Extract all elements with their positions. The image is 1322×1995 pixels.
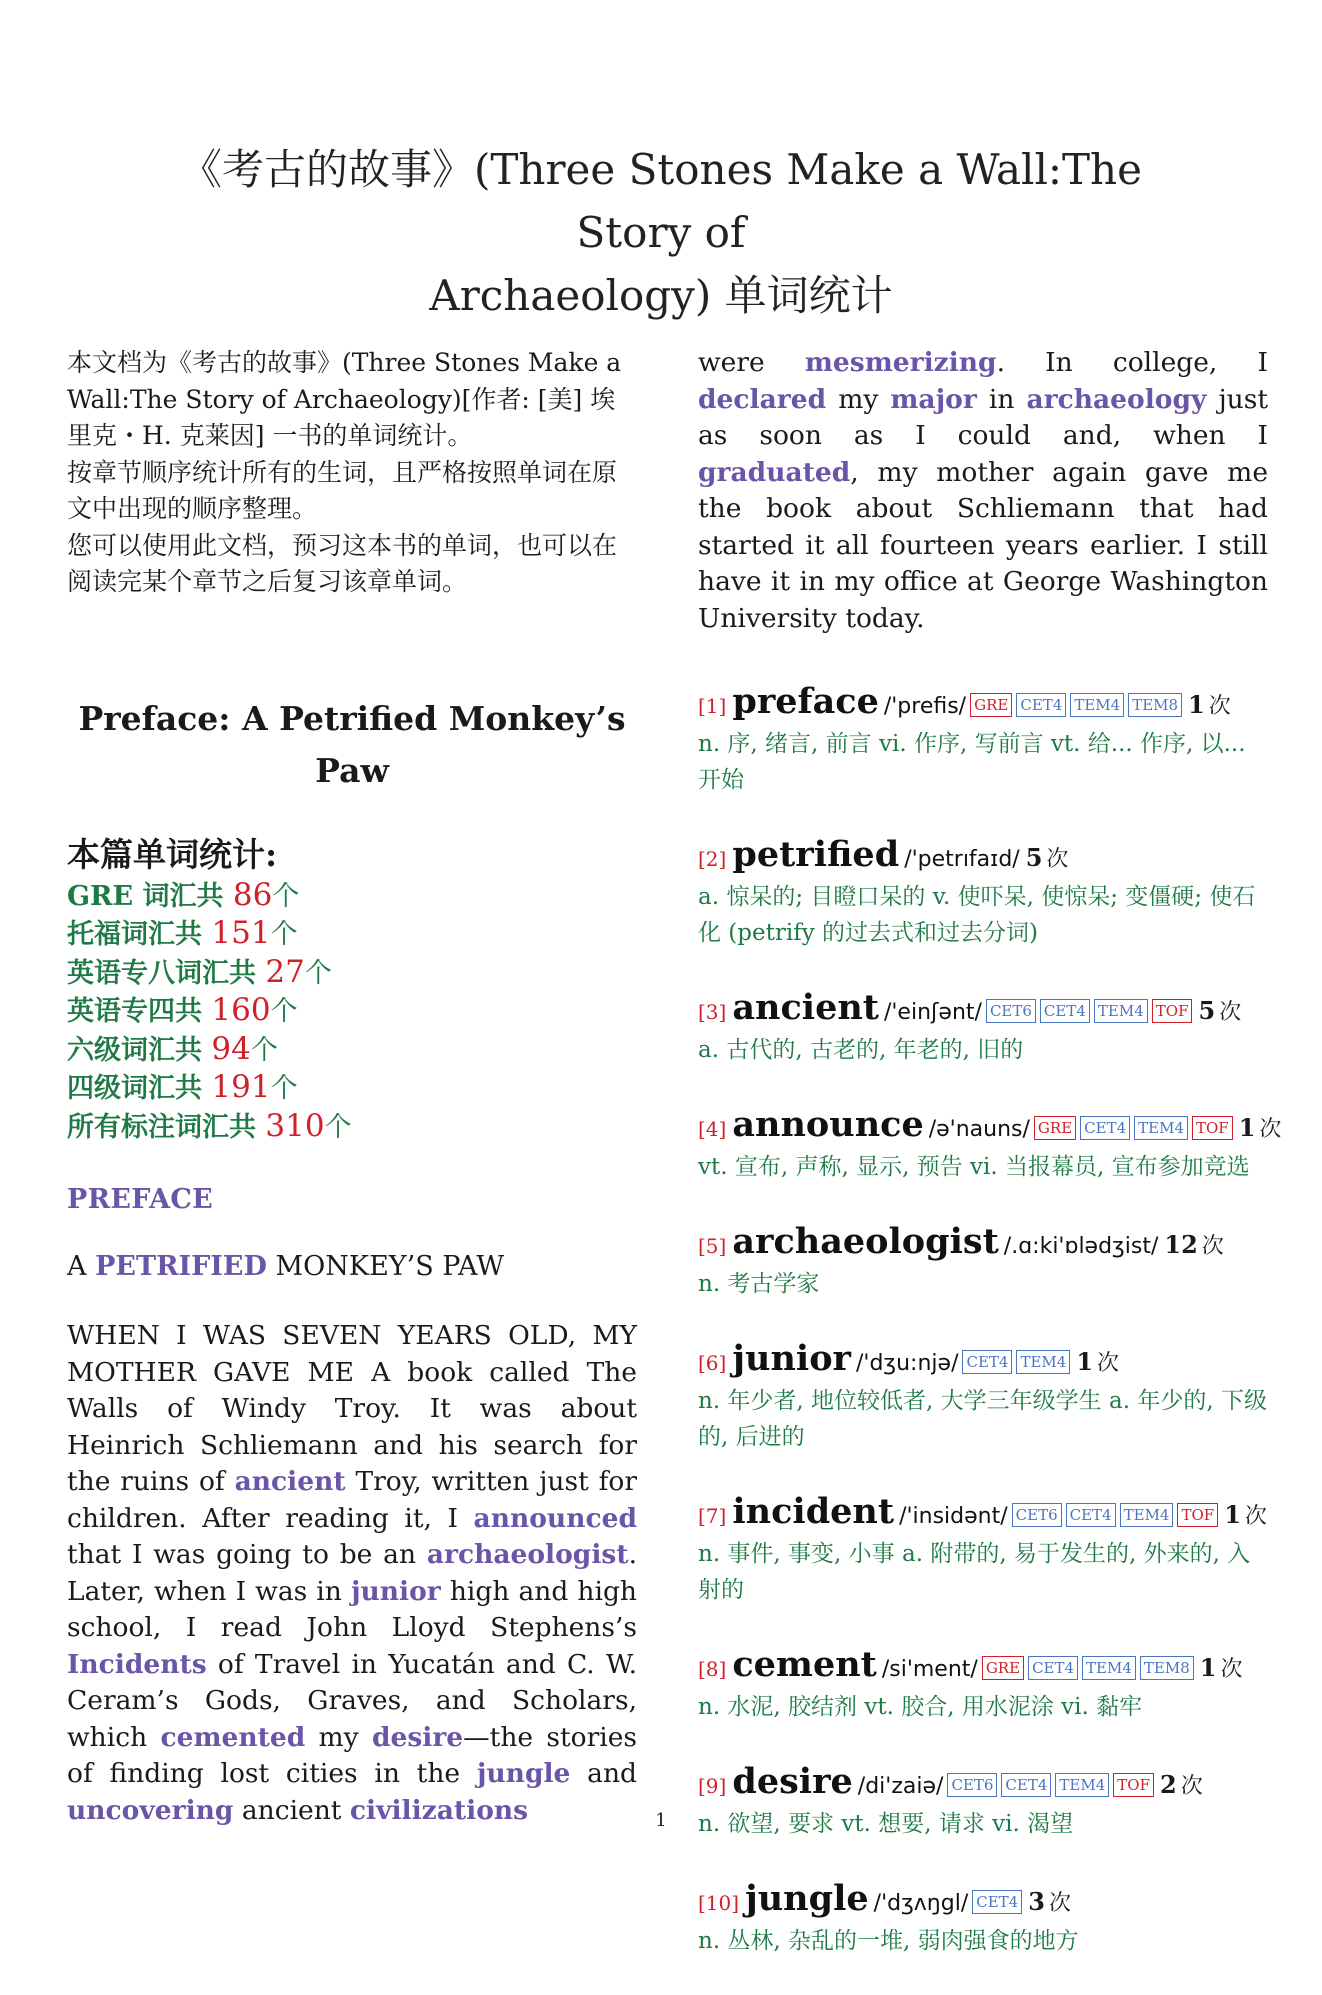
vocab-phonetic: /ə'nauns/: [928, 1117, 1030, 1142]
highlighted-word: graduated: [698, 456, 851, 488]
highlighted-word: cemented: [160, 1721, 306, 1753]
stat-line: [67, 915, 637, 954]
intro-paragraph: 按章节顺序统计所有的生词，且严格按照单词在原文中出现的顺序整理。: [67, 457, 618, 523]
left-column: [67, 345, 637, 1829]
chapter-subtitle: [67, 1251, 637, 1282]
stat-line: [67, 1031, 637, 1070]
exam-tag-badge: GRE: [970, 693, 1012, 717]
frequency-unit: 次: [1046, 847, 1069, 872]
vocab-head: [698, 1491, 1268, 1532]
stat-label: 托福词汇共: [67, 919, 212, 950]
vocab-definition: vt. 宣布, 声称, 显示, 预告 vi. 当报幕员, 宣布参加竞选: [698, 1154, 1250, 1180]
vocab-frequency: 1: [1188, 690, 1205, 719]
exam-tag-badge: GRE: [982, 1656, 1024, 1680]
text-segment: WHEN I WAS SEVEN YEARS OLD, MY MOTHER GAVE ME A book called The Walls of Windy Troy. It was about Heinrich Schliemann and his search for the ruins of: [67, 1320, 637, 1497]
title-line-1: 《考古的故事》(Three Stones Make a Wall:The Story of: [180, 145, 1142, 257]
vocab-word: announce: [732, 1104, 924, 1145]
stat-line: [67, 877, 637, 916]
exam-tag-badge: TOF: [1192, 1116, 1233, 1140]
exam-tag-badge: TEM4: [1082, 1656, 1136, 1680]
vocab-index: [5]: [698, 1234, 727, 1258]
stat-count: 310: [265, 1107, 325, 1144]
text-segment: in: [976, 383, 1027, 415]
vocab-definition: a. 惊呆的; 目瞪口呆的 v. 使吓呆, 使惊呆; 变僵硬; 使石化 (petrify 的过去式和过去分词): [698, 884, 1256, 946]
exam-tag-badge: TEM4: [1055, 1773, 1109, 1797]
stat-label: 英语专四共: [67, 996, 212, 1027]
highlighted-word: declared: [698, 383, 827, 415]
vocab-entry: [698, 1878, 1268, 1959]
vocab-entry: [698, 1221, 1268, 1302]
stat-count: 160: [211, 992, 271, 1028]
vocab-definition: n. 年少者, 地位较低者, 大学三年级学生 a. 年少的, 下级的, 后进的: [698, 1388, 1267, 1450]
chapter-title: Preface: A Petrified Monkey’s Paw: [78, 698, 626, 790]
section-label: PREFACE: [67, 1184, 214, 1215]
highlighted-word: archaeologist: [426, 1539, 629, 1570]
frequency-unit: 次: [1208, 694, 1231, 719]
text-segment: were: [698, 347, 805, 378]
text-segment: , my mother again gave me the book about Schliemann that had started it all fourteen years earlier. I still have it in my office at George Washington University today.: [698, 456, 1268, 634]
subtitle-highlight-word: PETRIFIED: [95, 1251, 267, 1282]
vocab-index: [1]: [698, 694, 727, 718]
exam-tag-badge: TOF: [1113, 1773, 1154, 1797]
text-segment: Troy, written just for children. After reading it, I: [67, 1466, 638, 1534]
vocab-entry: [698, 1104, 1282, 1185]
vocab-frequency: 1: [1238, 1113, 1256, 1142]
vocab-frequency: 3: [1028, 1887, 1045, 1916]
text-segment: my: [305, 1721, 372, 1753]
exam-tag-badge: GRE: [1034, 1116, 1076, 1140]
exam-tag-badge: TEM8: [1128, 693, 1182, 717]
highlighted-word: uncovering: [67, 1794, 234, 1826]
vocab-entry: [698, 1491, 1268, 1608]
text-segment: my: [826, 383, 891, 415]
vocab-head: [698, 1878, 1268, 1919]
vocab-word: ancient: [732, 987, 879, 1028]
page-number: 1: [655, 1810, 667, 1831]
document-title: [140, 138, 1182, 327]
exam-tag-badge: TEM4: [1120, 1503, 1174, 1527]
exam-tag-badge: TEM4: [1094, 999, 1148, 1023]
title-line-2: Archaeology) 单词统计: [429, 271, 893, 320]
highlighted-word: Incidents: [67, 1648, 207, 1680]
stat-unit: 个: [270, 919, 298, 950]
vocab-word: petrified: [732, 834, 900, 875]
exam-tag-badge: CET4: [1001, 1773, 1051, 1797]
frequency-unit: 次: [1048, 1891, 1071, 1916]
vocab-phonetic: /'insidənt/: [899, 1504, 1008, 1529]
vocab-head: [698, 1644, 1268, 1685]
vocab-head: [698, 1221, 1268, 1262]
frequency-unit: 次: [1180, 1774, 1203, 1799]
vocab-head: [698, 1761, 1268, 1802]
word-stats: [67, 833, 637, 1147]
vocab-index: [3]: [698, 1000, 727, 1024]
vocab-index: [7]: [698, 1504, 727, 1528]
vocab-definition: n. 丛林, 杂乱的一堆, 弱肉强食的地方: [698, 1928, 1079, 1954]
vocab-word: jungle: [745, 1878, 869, 1919]
stat-label: 所有标注词汇共: [67, 1111, 266, 1143]
highlighted-word: desire: [371, 1721, 464, 1753]
exam-tag-badge: CET6: [986, 999, 1036, 1023]
stat-unit: 个: [304, 957, 332, 989]
text-segment: —the stories of finding lost cities in the: [67, 1721, 638, 1789]
highlighted-word: jungle: [476, 1758, 571, 1789]
vocab-index: [6]: [698, 1351, 727, 1375]
frequency-unit: 次: [1244, 1504, 1267, 1529]
frequency-unit: 次: [1201, 1234, 1224, 1259]
stat-label: 四级词汇共: [67, 1073, 212, 1104]
stat-line: [67, 1069, 637, 1108]
stat-line: [67, 992, 637, 1031]
vocab-entry: [698, 834, 1268, 951]
stat-count: 151: [211, 915, 271, 951]
exam-tag-badge: CET6: [1012, 1503, 1062, 1527]
vocab-index: [8]: [698, 1657, 727, 1681]
highlighted-word: announced: [473, 1502, 637, 1534]
vocab-head: [698, 987, 1268, 1028]
vocab-definition: n. 考古学家: [698, 1271, 820, 1297]
stat-line: [67, 1108, 637, 1147]
stat-count: 94: [211, 1030, 251, 1067]
vocab-entry: [698, 1644, 1268, 1725]
vocab-head: [698, 1104, 1282, 1145]
vocab-frequency: 1: [1224, 1500, 1241, 1529]
vocab-word: junior: [732, 1338, 851, 1379]
exam-tag-badge: TEM4: [1016, 1350, 1070, 1374]
exam-tag-badge: CET4: [1016, 693, 1066, 717]
exam-tag-badge: CET4: [962, 1350, 1012, 1374]
vocab-entry: [698, 1338, 1268, 1455]
vocab-entry: [698, 681, 1268, 798]
vocab-word: cement: [732, 1644, 877, 1685]
intro-paragraph: 本文档为《考古的故事》(Three Stones Make a Wall:The Story of Archaeology)[作者: [美] 埃里克・H. 克莱因] 一书的单词统计。: [67, 348, 622, 450]
vocabulary-list: [698, 681, 1282, 1959]
vocab-index: [4]: [698, 1117, 727, 1141]
vocab-frequency: 1: [1076, 1347, 1094, 1376]
body-text-left: [67, 1318, 637, 1829]
vocab-definition: n. 事件, 事变, 小事 a. 附带的, 易于发生的, 外来的, 入射的: [698, 1541, 1251, 1603]
vocab-phonetic: /'dʒʌŋgl/: [873, 1891, 969, 1916]
vocab-definition: n. 水泥, 胶结剂 vt. 胶合, 用水泥涂 vi. 黏牢: [698, 1694, 1143, 1720]
stat-count: 191: [211, 1069, 271, 1105]
intro-paragraph: 您可以使用此文档，预习这本书的单词，也可以在阅读完某个章节之后复习该章单词。: [67, 530, 618, 596]
exam-tag-badge: CET4: [1040, 999, 1090, 1023]
vocab-frequency: 2: [1159, 1770, 1177, 1799]
exam-tag-badge: CET4: [1080, 1116, 1130, 1140]
vocab-word: desire: [732, 1761, 853, 1802]
frequency-unit: 次: [1259, 1117, 1282, 1142]
highlighted-word: ancient: [234, 1466, 346, 1497]
stat-unit: 个: [270, 1073, 298, 1104]
frequency-unit: 次: [1220, 1657, 1243, 1682]
vocab-head: [698, 1338, 1268, 1379]
text-segment: and: [570, 1758, 637, 1789]
vocab-definition: n. 欲望, 要求 vt. 想要, 请求 vi. 渴望: [698, 1811, 1074, 1837]
exam-tag-badge: TEM4: [1070, 693, 1124, 717]
exam-tag-badge: CET6: [947, 1773, 997, 1797]
exam-tag-badge: TOF: [1177, 1503, 1218, 1527]
highlighted-word: archaeology: [1026, 383, 1207, 415]
vocab-phonetic: /'einʃənt/: [883, 1000, 982, 1025]
exam-tag-badge: TEM8: [1140, 1656, 1194, 1680]
exam-tag-badge: CET4: [1028, 1656, 1078, 1680]
intro: [67, 345, 637, 601]
exam-tag-badge: TEM4: [1134, 1116, 1188, 1140]
exam-tag-badge: CET4: [1066, 1503, 1116, 1527]
vocab-index: [2]: [698, 847, 727, 871]
vocab-head: [698, 681, 1268, 722]
stat-count: 27: [265, 953, 305, 990]
vocab-frequency: 1: [1199, 1653, 1217, 1682]
text-segment: of Travel in Yucatán and C. W. Ceram’s Gods, Graves, and Scholars, which: [67, 1648, 637, 1753]
text-segment: just as soon as I could and, when I: [698, 383, 1268, 451]
text-segment: ancient: [233, 1794, 350, 1826]
vocab-phonetic: /di'zaiə/: [857, 1774, 944, 1799]
text-segment: . In college, I: [996, 347, 1268, 378]
frequency-unit: 次: [1219, 1000, 1242, 1025]
text-segment: high and high school, I read John Lloyd Stephens’s: [67, 1575, 637, 1643]
vocab-phonetic: /'prefis/: [883, 694, 967, 719]
stat-unit: 个: [250, 1034, 278, 1066]
text-segment: . Later, when I was in: [67, 1539, 637, 1607]
stat-label: 英语专八词汇共: [67, 957, 266, 989]
highlighted-word: civilizations: [349, 1794, 529, 1826]
stats-heading: 本篇单词统计:: [67, 834, 278, 874]
vocab-word: incident: [732, 1491, 895, 1532]
vocab-index: [9]: [698, 1774, 727, 1798]
stat-line: [67, 954, 637, 993]
body-text-right: [698, 345, 1268, 637]
highlighted-word: mesmerizing: [804, 347, 997, 378]
vocab-index: [10]: [698, 1891, 740, 1915]
subtitle-post: MONKEY’S PAW: [266, 1251, 505, 1282]
vocab-frequency: 5: [1198, 996, 1216, 1025]
vocab-frequency: 12: [1164, 1230, 1198, 1259]
frequency-unit: 次: [1097, 1351, 1120, 1376]
stat-unit: 个: [324, 1111, 352, 1143]
vocab-frequency: 5: [1025, 843, 1043, 872]
stat-count: 86: [232, 876, 273, 913]
vocab-phonetic: /.ɑ:ki'ɒlədʒist/: [1003, 1234, 1159, 1259]
exam-tag-badge: CET4: [972, 1890, 1022, 1914]
right-column: [698, 345, 1282, 1995]
vocab-word: archaeologist: [732, 1221, 999, 1262]
vocab-word: preface: [732, 681, 879, 722]
vocab-definition: n. 序, 绪言, 前言 vi. 作序, 写前言 vt. 给... 作序, 以... 开始: [698, 731, 1246, 793]
highlighted-word: junior: [350, 1575, 441, 1607]
highlighted-word: major: [890, 383, 977, 415]
stat-label: GRE 词汇共: [67, 880, 233, 912]
stat-label: 六级词汇共: [67, 1034, 212, 1066]
vocab-definition: a. 古代的, 古老的, 年老的, 旧的: [698, 1037, 1024, 1063]
stat-unit: 个: [272, 880, 300, 912]
exam-tag-badge: TOF: [1152, 999, 1193, 1023]
subtitle-pre: A: [67, 1251, 96, 1282]
vocab-entry: [698, 987, 1268, 1068]
vocab-phonetic: /'dʒu:njə/: [855, 1351, 959, 1376]
text-segment: that I was going to be an: [67, 1539, 427, 1570]
vocab-phonetic: /si'ment/: [881, 1657, 978, 1682]
vocab-head: [698, 834, 1268, 875]
stat-unit: 个: [270, 996, 298, 1027]
vocab-phonetic: /'petrıfaɪd/: [904, 847, 1020, 872]
